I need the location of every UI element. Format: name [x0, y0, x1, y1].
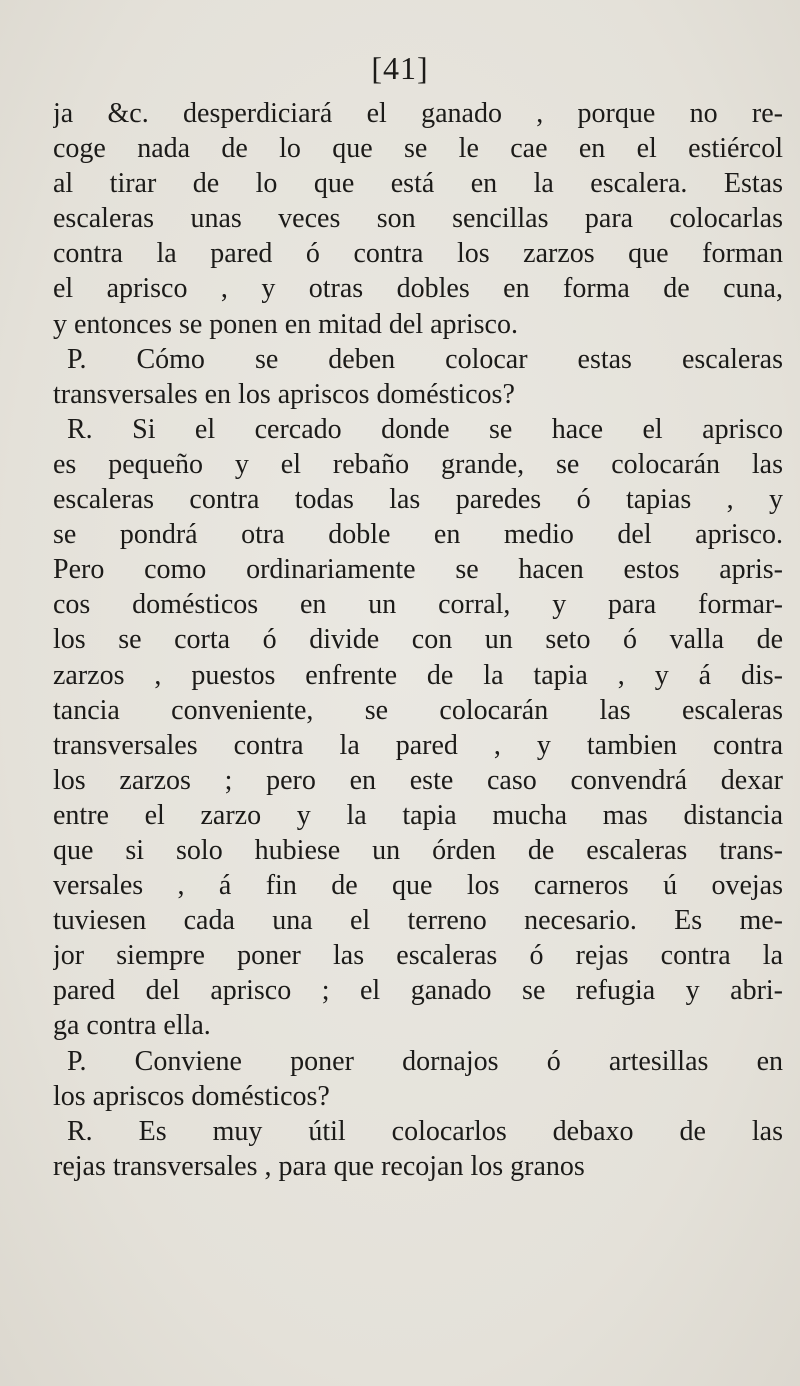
text-line: los apriscos domésticos?	[53, 1080, 330, 1112]
page-number: [41]	[371, 50, 429, 86]
text-line: ja &c. desperdiciará el ganado , porque no re-	[53, 98, 783, 129]
text-line: jor siempre poner las escaleras ó rejas contra la	[53, 940, 783, 972]
text-line: se pondrá otra doble en medio del aprisco.	[53, 519, 783, 551]
text-line: zarzos , puestos enfrente de la tapia , y á dis-	[53, 659, 783, 691]
text-line: Pero como ordinariamente se hacen estos apris-	[53, 554, 783, 586]
text-line: tuviesen cada una el terreno necesario. Es me-	[53, 905, 783, 937]
text-line: cos domésticos en un corral, y para formar-	[53, 589, 783, 621]
text-line: que si solo hubiese un órden de escaleras trans-	[53, 834, 783, 866]
text-line: rejas transversales , para que recojan los granos	[53, 1150, 585, 1182]
text-line: versales , á fin de que los carneros ú ovejas	[53, 870, 783, 902]
text-line: el aprisco , y otras dobles en forma de cuna,	[53, 273, 783, 305]
text-line: ga contra ella.	[53, 1010, 211, 1042]
text-line: pared del aprisco ; el ganado se refugia y abri-	[53, 975, 783, 1007]
text-line: coge nada de lo que se le cae en el estiércol	[53, 133, 783, 165]
text-line: tancia conveniente, se colocarán las escaleras	[53, 694, 783, 726]
text-line: contra la pared ó contra los zarzos que forman	[53, 238, 783, 270]
text-line: escaleras unas veces son sencillas para colocarlas	[53, 203, 783, 235]
text-line: es pequeño y el rebaño grande, se colocarán las	[53, 448, 783, 480]
body-text	[53, 96, 783, 1184]
text-line: transversales en los apriscos domésticos?	[53, 378, 515, 410]
question-line: P. Conviene poner dornajos ó artesillas en	[67, 1045, 783, 1077]
text-line: al tirar de lo que está en la escalera. Estas	[53, 168, 783, 200]
question-line: P. Cómo se deben colocar estas escaleras	[67, 343, 783, 375]
text-line: y entonces se ponen en mitad del aprisco.	[53, 308, 518, 340]
text-line: escaleras contra todas las paredes ó tapias , y	[53, 484, 783, 516]
text-line: transversales contra la pared , y tambien contra	[53, 729, 783, 761]
answer-line: R. Es muy útil colocarlos debaxo de las	[67, 1115, 783, 1147]
text-line: los zarzos ; pero en este caso convendrá dexar	[53, 764, 783, 796]
text-line: los se corta ó divide con un seto ó valla de	[53, 624, 783, 656]
answer-line: R. Si el cercado donde se hace el aprisco	[67, 413, 783, 445]
text-line: entre el zarzo y la tapia mucha mas distancia	[53, 799, 783, 831]
